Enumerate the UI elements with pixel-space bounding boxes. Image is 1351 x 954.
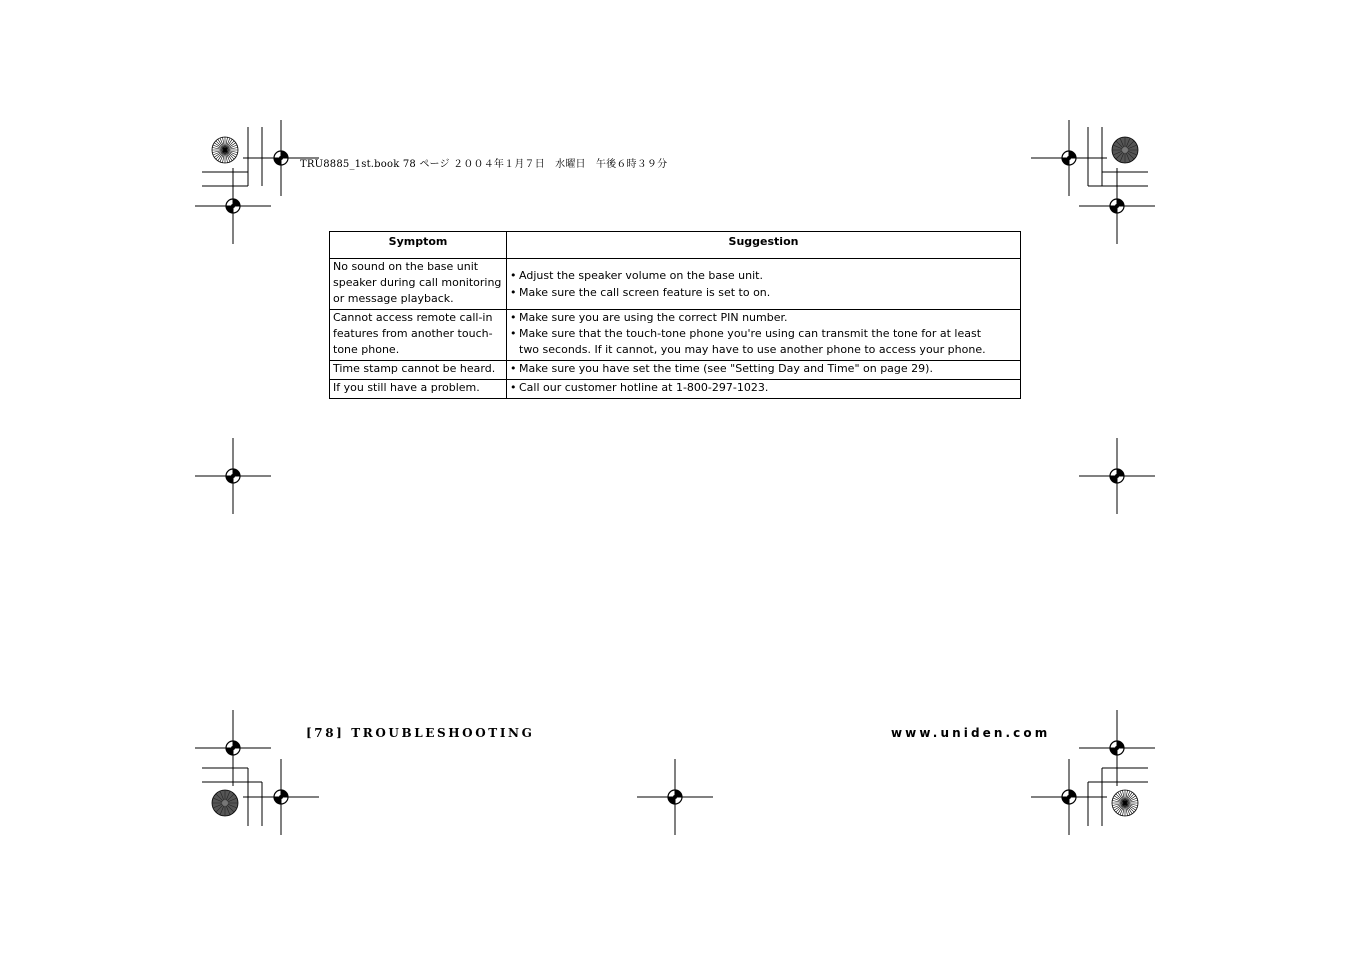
troubleshooting-table [329,231,1021,399]
table-header-row [330,232,1021,259]
list-item: • Make sure you are using the correct PIN number. [510,310,1017,326]
symptom-cell: If you still have a problem. [330,380,507,399]
page-number-section-title: [78] TROUBLESHOOTING [306,726,535,740]
list-item: • Make sure that the touch-tone phone you're using can transmit the tone for at least two seconds. If it cannot, you may have to use another phone to access your phone. [510,326,1017,358]
list-item: • Call our customer hotline at 1-800-297-1023. [510,380,1017,396]
suggestion-list [510,380,1017,396]
print-slug-header: TRU8885_1st.book 78 ページ ２００４年１月７日 水曜日 午後６時３９分 [300,159,668,170]
list-item: • Make sure the call screen feature is set to on. [510,285,1017,301]
suggestion-cell [507,361,1021,380]
suggestion-cell [507,380,1021,399]
suggestion-list [510,310,1017,358]
table-row [330,310,1021,361]
table-row [330,361,1021,380]
column-header-suggestion: Suggestion [507,232,1021,259]
symptom-cell: Cannot access remote call-in features from another touch-tone phone. [330,310,507,361]
column-header-symptom: Symptom [330,232,507,259]
suggestion-list [510,268,1017,301]
table-row [330,259,1021,310]
suggestion-list [510,361,1017,377]
symptom-cell: Time stamp cannot be heard. [330,361,507,380]
suggestion-cell [507,310,1021,361]
website-url: www.uniden.com [891,726,1051,740]
suggestion-cell [507,259,1021,310]
list-item: • Adjust the speaker volume on the base unit. [510,268,1017,284]
list-item: • Make sure you have set the time (see "Setting Day and Time" on page 29). [510,361,1017,377]
table-row [330,380,1021,399]
symptom-cell: No sound on the base unit speaker during call monitoring or message playback. [330,259,507,310]
